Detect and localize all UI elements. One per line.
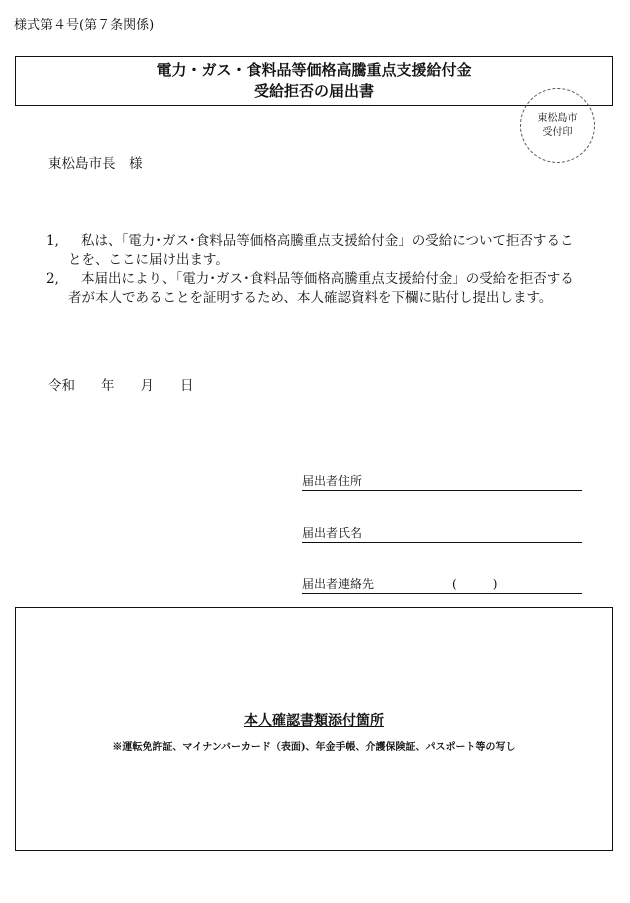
declaration-list xyxy=(46,232,586,308)
contact-field[interactable] xyxy=(302,574,582,594)
attachment-note: ※運転免許証、マイナンバーカード（表面)、年金手帳、介護保険証、パスポート等の写し xyxy=(112,742,516,753)
date-row xyxy=(48,374,220,394)
addressee: 東松島市長 様 xyxy=(48,156,143,172)
list-item xyxy=(46,232,586,270)
contact-parens: ( ) xyxy=(452,577,498,591)
date-era: 令和 xyxy=(48,378,75,394)
form-number: 様式第４号(第７条関係) xyxy=(14,18,155,33)
reception-stamp-area xyxy=(520,88,595,163)
item-text: 私は、「電力･ガス･食料品等価格高騰重点支援給付金」の受給について拒否することを、ここに届け出ます。 xyxy=(68,233,574,268)
date-month: 月 xyxy=(140,378,154,394)
contact-label: 届出者連絡先 xyxy=(302,577,375,591)
address-label: 届出者住所 xyxy=(302,474,363,488)
name-label: 届出者氏名 xyxy=(302,526,363,540)
stamp-line-1: 東松島市 xyxy=(537,112,578,124)
address-field[interactable] xyxy=(302,471,582,491)
date-year: 年 xyxy=(101,378,115,394)
list-item xyxy=(46,270,586,308)
item-number: 2, xyxy=(46,271,59,287)
name-field[interactable] xyxy=(302,523,582,543)
item-text: 本届出により、「電力･ガス･食料品等価格高騰重点支援給付金」の受給を拒否する者が本人であることを証明するため、本人確認資料を下欄に貼付し提出します。 xyxy=(68,271,574,306)
attachment-title-row xyxy=(16,710,612,730)
attachment-title: 本人確認書類添付箇所 xyxy=(244,713,384,729)
date-day: 日 xyxy=(180,378,194,394)
title-line-1: 電力・ガス・食料品等価格高騰重点支援給付金 xyxy=(156,61,472,79)
title-line-2: 受給拒否の届出書 xyxy=(253,82,374,100)
item-number: 1, xyxy=(46,233,59,249)
id-attachment-box xyxy=(15,607,613,851)
stamp-line-2: 受付印 xyxy=(542,126,573,138)
title-box xyxy=(15,56,613,106)
